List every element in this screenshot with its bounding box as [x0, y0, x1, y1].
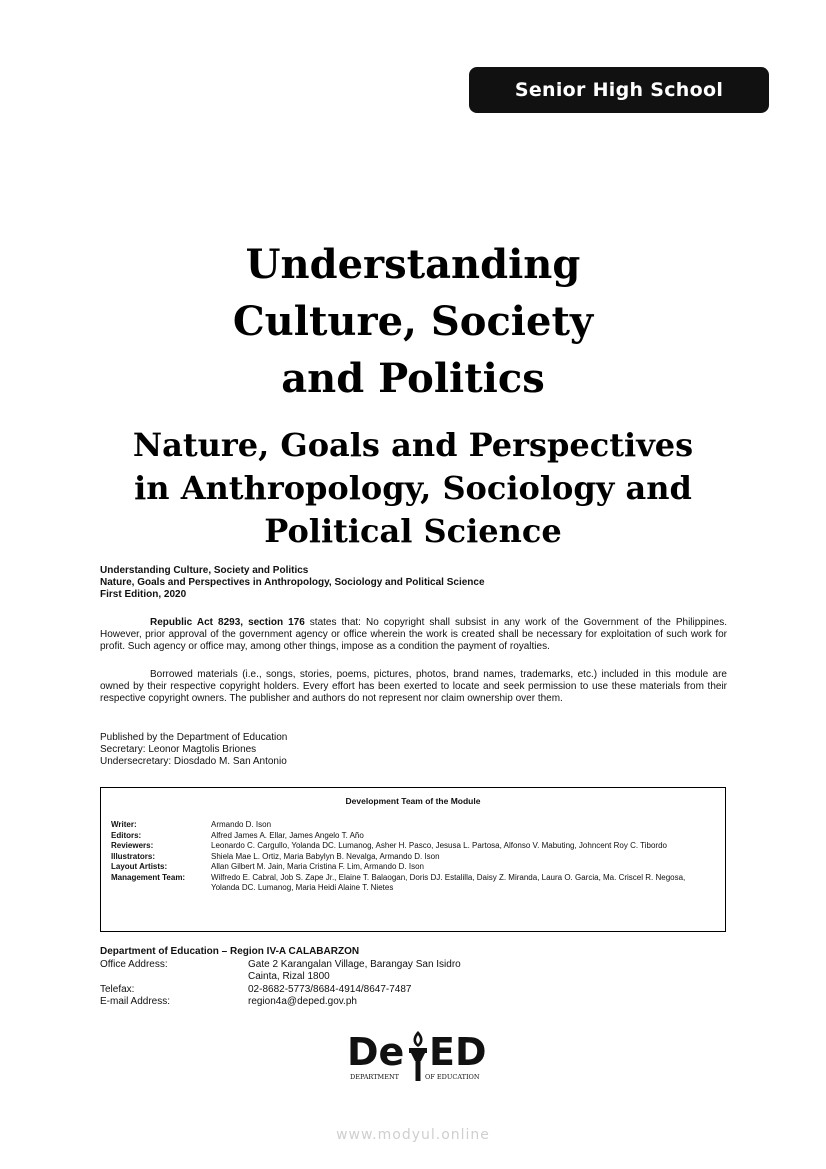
team-role: Illustrators: [111, 851, 156, 861]
module-edition: First Edition, 2020 [100, 589, 187, 600]
team-row [111, 862, 711, 873]
email-row [100, 996, 600, 1009]
title-line: Culture, Society [232, 298, 594, 345]
telefax-label: Telefax: [100, 983, 135, 995]
module-course-title: Understanding Culture, Society and Politics [100, 565, 309, 576]
team-names: Allan Gilbert M. Jain, Maria Cristina F. Lim, Armando D. Ison [211, 862, 424, 871]
subtitle-line: Political Science [264, 512, 562, 550]
office-address-row-2 [100, 971, 600, 984]
department-contact [100, 946, 600, 1009]
office-address-value-2: Cainta, Rizal 1800 [248, 971, 330, 982]
telefax-row [100, 984, 600, 997]
copyright-paragraph [100, 617, 727, 653]
team-row [111, 820, 711, 831]
deped-caption-left: DEPARTMENT [350, 1073, 399, 1081]
team-names: Leonardo C. Cargullo, Yolanda DC. Lumanog, Asher H. Pasco, Jesusa L. Partosa, Alfonso V. Mabuting, Johncent Roy C. Tibordo [211, 841, 667, 850]
subtitle-line: Nature, Goals and Perspectives [132, 426, 694, 464]
page-subtitle [0, 424, 826, 553]
module-info [100, 565, 727, 601]
deped-logo-text-right: ED [429, 1030, 487, 1074]
team-role: Writer: [111, 820, 137, 829]
senior-high-school-badge: Senior High School [469, 67, 769, 113]
team-row [111, 841, 711, 852]
title-line: Understanding [245, 241, 581, 288]
copyright-text: states that: No copyright shall subsist in any work of the Government of the Philippines. However, prior approval of the government agency or office wherein the work is created shall be necessary for exploitation of such work for profit. Such agency or office may, among other things, impose as a condition the payment of royalties. [100, 617, 727, 652]
team-names: Alfred James A. Ellar, James Angelo T. Año [211, 830, 364, 840]
email-label: E-mail Address: [100, 996, 171, 1007]
website-watermark: www.modyul.online [336, 1127, 490, 1143]
publisher-info [100, 732, 500, 768]
telefax-value: 02-8682-5773/8684-4914/8647-7487 [248, 983, 412, 995]
team-names: Armando D. Ison [211, 820, 272, 829]
deped-caption-right: OF EDUCATION [425, 1073, 480, 1081]
team-role: Reviewers: [111, 841, 154, 850]
team-row [111, 852, 711, 863]
team-role: Management Team: [111, 872, 186, 882]
republic-act-reference: Republic Act 8293, section 176 [150, 617, 305, 628]
development-team-box [100, 787, 726, 932]
team-names: Shiela Mae L. Ortiz, Maria Babylyn B. Nevalga, Armando D. Ison [211, 851, 440, 861]
secretary-line: Secretary: Leonor Magtolis Briones [100, 744, 257, 755]
team-row [111, 873, 711, 894]
subtitle-line: in Anthropology, Sociology and [134, 469, 692, 507]
office-address-label: Office Address: [100, 958, 168, 970]
publisher-line: Published by the Department of Education [100, 732, 288, 743]
email-link[interactable]: region4a@deped.gov.ph [248, 996, 357, 1007]
title-line: and Politics [281, 355, 545, 402]
team-row [111, 831, 711, 842]
undersecretary-line: Undersecretary: Diosdado M. San Antonio [100, 756, 287, 767]
office-address-row [100, 959, 600, 972]
module-topic-title: Nature, Goals and Perspectives in Anthropology, Sociology and Political Science [100, 577, 485, 588]
team-role: Layout Artists: [111, 862, 168, 871]
page-title [0, 236, 826, 407]
development-team-title: Development Team of the Module [345, 796, 481, 806]
team-names: Wilfredo E. Cabral, Job S. Zape Jr., Elaine T. Balaogan, Doris DJ. Estalilla, Daisy Z. Miranda, Laura O. Garcia, Ma. Criscel R. Negosa, Yolanda DC. Lumanog, Maria Heidi Alaine T. Nietes [211, 872, 686, 892]
deped-logo-text-left: De [347, 1030, 405, 1074]
deped-logo [345, 1025, 490, 1085]
team-role: Editors: [111, 830, 142, 840]
department-region-title: Department of Education – Region IV-A CALABARZON [100, 946, 360, 957]
development-team-list [111, 820, 711, 894]
office-address-value: Gate 2 Karangalan Village, Barangay San Isidro [248, 958, 461, 970]
borrowed-materials-paragraph: Borrowed materials (i.e., songs, stories, poems, pictures, photos, brand names, trademarks, etc.) included in this module are owned by their respective copyright holders. Every effort has been exerted to locate and seek permission to use these materials from their respective copyright owners. The publisher and authors do not represent nor claim ownership over them. [100, 669, 727, 704]
